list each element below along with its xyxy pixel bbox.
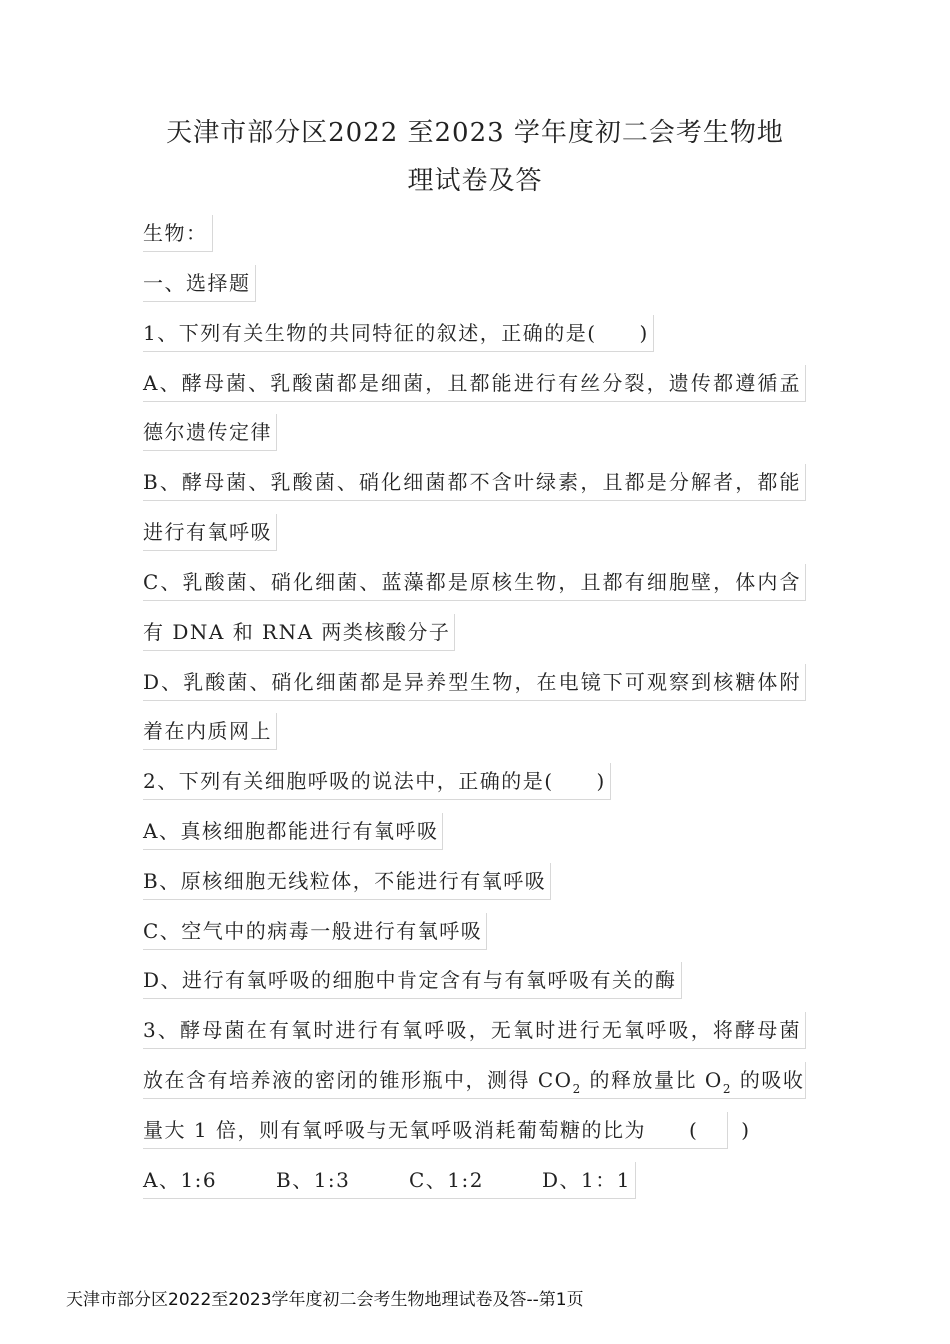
q3-stem-line3: 量大 1 倍，则有氧呼吸与无氧呼吸消耗葡萄糖的比为 ( ) [143, 1112, 728, 1149]
q1-option-a-line1: A、酵母菌、乳酸菌都是细菌，且都能进行有丝分裂，遗传都遵循孟 [143, 365, 806, 402]
co2-subscript: 2 [572, 1082, 582, 1096]
q2-option-d: D、进行有氧呼吸的细胞中肯定含有与有氧呼吸有关的酶 [143, 962, 682, 999]
document-title-line2: 理试卷及答 [407, 166, 543, 196]
o2-subscript: 2 [722, 1082, 732, 1096]
document-title-line1: 天津市部分区2022 至2023 学年度初二会考生物地 [166, 118, 784, 148]
section-subject: 生物： [143, 215, 213, 252]
q3-option-b: B、1:3 [276, 1168, 351, 1192]
q3-options [143, 1162, 636, 1199]
q1-option-a-line2: 德尔遗传定律 [143, 414, 277, 451]
q3-stem-line1: 3、酵母菌在有氧时进行有氧呼吸，无氧时进行无氧呼吸，将酵母菌 [143, 1012, 806, 1049]
q3-line2-text-c: 的吸收 [731, 1068, 805, 1092]
q2-stem: 2、下列有关细胞呼吸的说法中，正确的是( ) [143, 763, 611, 800]
page-footer: 天津市部分区2022至2023学年度初二会考生物地理试卷及答--第1页 [66, 1290, 584, 1310]
q2-option-c: C、空气中的病毒一般进行有氧呼吸 [143, 913, 487, 950]
q3-option-c: C、1:2 [409, 1168, 484, 1192]
q1-option-c-line2: 有 DNA 和 RNA 两类核酸分子 [143, 614, 455, 651]
q3-option-d: D、1：1 [542, 1168, 631, 1192]
q3-line2-text-a: 放在含有培养液的密闭的锥形瓶中，测得 CO [143, 1068, 573, 1092]
q3-option-a: A、1:6 [143, 1168, 218, 1192]
section-type: 一、选择题 [143, 265, 256, 302]
q1-option-d-line1: D、乳酸菌、硝化细菌都是异养型生物，在电镜下可观察到核糖体附 [143, 664, 806, 701]
q1-option-d-line2: 着在内质网上 [143, 713, 277, 750]
q2-option-b: B、原核细胞无线粒体，不能进行有氧呼吸 [143, 863, 551, 900]
q1-option-b-line2: 进行有氧呼吸 [143, 514, 277, 551]
q2-option-a: A、真核细胞都能进行有氧呼吸 [143, 813, 443, 850]
q1-stem: 1、下列有关生物的共同特征的叙述，正确的是( ) [143, 315, 654, 352]
q1-option-c-line1: C、乳酸菌、硝化细菌、蓝藻都是原核生物，且都有细胞壁，体内含 [143, 564, 806, 601]
q1-option-b-line1: B、酵母菌、乳酸菌、硝化细菌都不含叶绿素，且都是分解者，都能 [143, 464, 806, 501]
q3-line2-text-b: 的释放量比 O [581, 1068, 723, 1092]
q3-stem-line2 [143, 1062, 806, 1099]
